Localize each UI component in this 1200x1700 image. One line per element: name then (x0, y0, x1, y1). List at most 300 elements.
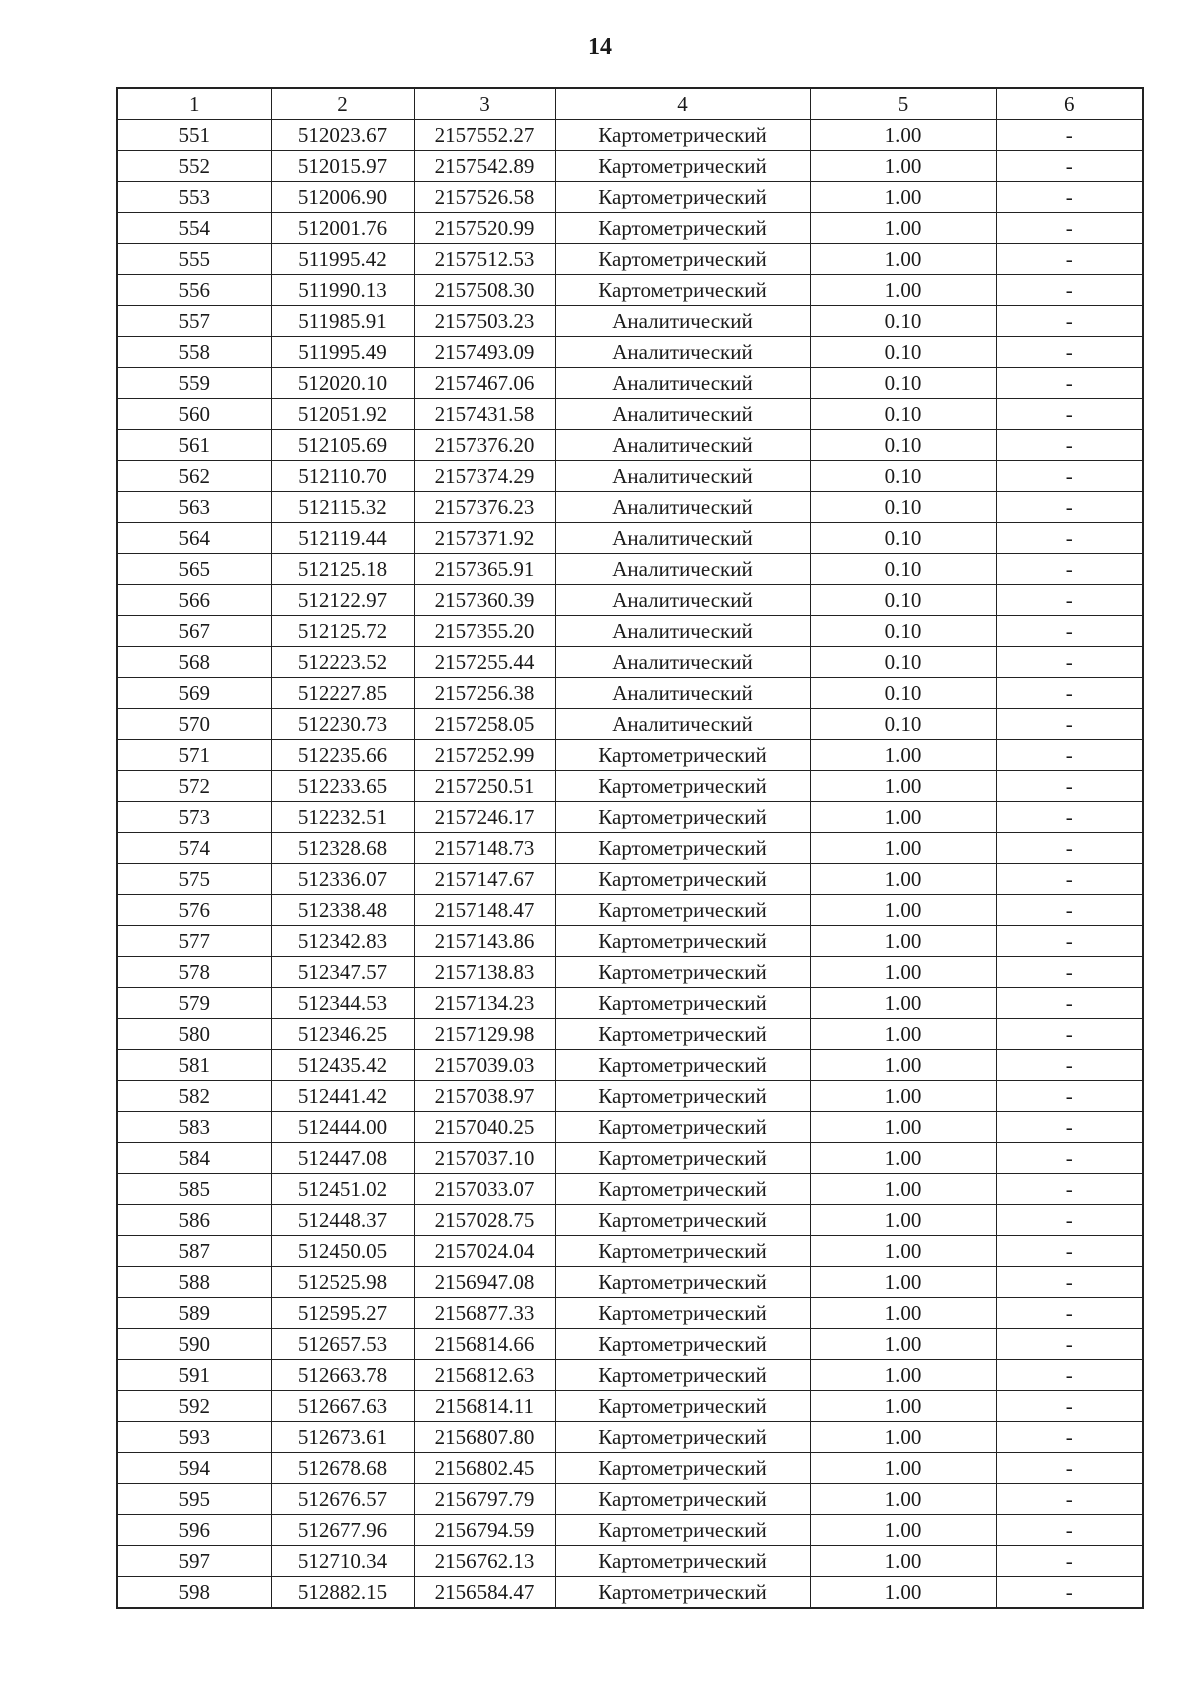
cell-point-number: 553 (117, 182, 271, 213)
cell-x-coordinate: 512125.72 (271, 616, 414, 647)
cell-x-coordinate: 512051.92 (271, 399, 414, 430)
cell-description: - (996, 1174, 1143, 1205)
cell-method: Аналитический (555, 585, 810, 616)
cell-accuracy: 1.00 (810, 1019, 996, 1050)
cell-method: Аналитический (555, 430, 810, 461)
cell-y-coordinate: 2157138.83 (414, 957, 555, 988)
cell-y-coordinate: 2157039.03 (414, 1050, 555, 1081)
cell-method: Аналитический (555, 399, 810, 430)
cell-method: Аналитический (555, 554, 810, 585)
table-row (117, 926, 1143, 957)
cell-description: - (996, 709, 1143, 740)
cell-point-number: 588 (117, 1267, 271, 1298)
cell-point-number: 572 (117, 771, 271, 802)
cell-x-coordinate: 512122.97 (271, 585, 414, 616)
cell-point-number: 557 (117, 306, 271, 337)
cell-point-number: 561 (117, 430, 271, 461)
cell-accuracy: 1.00 (810, 1360, 996, 1391)
cell-point-number: 584 (117, 1143, 271, 1174)
cell-x-coordinate: 512230.73 (271, 709, 414, 740)
column-header-3: 3 (414, 88, 555, 120)
cell-y-coordinate: 2157256.38 (414, 678, 555, 709)
cell-accuracy: 1.00 (810, 1112, 996, 1143)
cell-method: Аналитический (555, 368, 810, 399)
cell-x-coordinate: 511995.42 (271, 244, 414, 275)
cell-x-coordinate: 512023.67 (271, 120, 414, 151)
cell-description: - (996, 647, 1143, 678)
cell-description: - (996, 1453, 1143, 1484)
table-row (117, 554, 1143, 585)
cell-y-coordinate: 2156802.45 (414, 1453, 555, 1484)
cell-point-number: 562 (117, 461, 271, 492)
cell-accuracy: 0.10 (810, 647, 996, 678)
cell-x-coordinate: 512673.61 (271, 1422, 414, 1453)
column-header-1: 1 (117, 88, 271, 120)
cell-description: - (996, 1391, 1143, 1422)
cell-accuracy: 0.10 (810, 306, 996, 337)
table-row (117, 1360, 1143, 1391)
cell-description: - (996, 399, 1143, 430)
cell-accuracy: 1.00 (810, 1298, 996, 1329)
table-row (117, 244, 1143, 275)
table-row (117, 1174, 1143, 1205)
cell-accuracy: 1.00 (810, 213, 996, 244)
cell-description: - (996, 523, 1143, 554)
cell-description: - (996, 1360, 1143, 1391)
column-header-5: 5 (810, 88, 996, 120)
cell-point-number: 574 (117, 833, 271, 864)
cell-x-coordinate: 512710.34 (271, 1546, 414, 1577)
cell-description: - (996, 1329, 1143, 1360)
cell-description: - (996, 1267, 1143, 1298)
cell-point-number: 566 (117, 585, 271, 616)
cell-method: Аналитический (555, 678, 810, 709)
cell-description: - (996, 213, 1143, 244)
cell-accuracy: 0.10 (810, 430, 996, 461)
cell-y-coordinate: 2157431.58 (414, 399, 555, 430)
cell-x-coordinate: 512347.57 (271, 957, 414, 988)
table-body (117, 120, 1143, 1609)
cell-description: - (996, 1205, 1143, 1236)
cell-accuracy: 1.00 (810, 275, 996, 306)
table-row (117, 1515, 1143, 1546)
cell-x-coordinate: 512110.70 (271, 461, 414, 492)
cell-description: - (996, 1484, 1143, 1515)
cell-y-coordinate: 2157520.99 (414, 213, 555, 244)
cell-accuracy: 1.00 (810, 895, 996, 926)
cell-point-number: 571 (117, 740, 271, 771)
table-row (117, 399, 1143, 430)
cell-description: - (996, 430, 1143, 461)
cell-point-number: 558 (117, 337, 271, 368)
cell-method: Картометрический (555, 740, 810, 771)
cell-description: - (996, 1546, 1143, 1577)
cell-accuracy: 1.00 (810, 1422, 996, 1453)
cell-x-coordinate: 512450.05 (271, 1236, 414, 1267)
cell-y-coordinate: 2156814.11 (414, 1391, 555, 1422)
column-header-6: 6 (996, 88, 1143, 120)
cell-y-coordinate: 2157493.09 (414, 337, 555, 368)
cell-x-coordinate: 512125.18 (271, 554, 414, 585)
cell-method: Картометрический (555, 244, 810, 275)
cell-x-coordinate: 512115.32 (271, 492, 414, 523)
cell-x-coordinate: 512105.69 (271, 430, 414, 461)
cell-accuracy: 1.00 (810, 1236, 996, 1267)
cell-method: Картометрический (555, 1112, 810, 1143)
cell-x-coordinate: 512336.07 (271, 864, 414, 895)
cell-y-coordinate: 2156584.47 (414, 1577, 555, 1609)
cell-point-number: 587 (117, 1236, 271, 1267)
cell-method: Картометрический (555, 957, 810, 988)
cell-x-coordinate: 512677.96 (271, 1515, 414, 1546)
cell-description: - (996, 864, 1143, 895)
cell-x-coordinate: 512328.68 (271, 833, 414, 864)
cell-method: Картометрический (555, 833, 810, 864)
cell-description: - (996, 771, 1143, 802)
cell-point-number: 551 (117, 120, 271, 151)
table-row (117, 1081, 1143, 1112)
page-number: 14 (588, 34, 612, 60)
cell-point-number: 560 (117, 399, 271, 430)
cell-description: - (996, 244, 1143, 275)
cell-method: Картометрический (555, 1267, 810, 1298)
cell-accuracy: 0.10 (810, 461, 996, 492)
cell-x-coordinate: 512227.85 (271, 678, 414, 709)
cell-description: - (996, 461, 1143, 492)
cell-point-number: 555 (117, 244, 271, 275)
cell-y-coordinate: 2156947.08 (414, 1267, 555, 1298)
cell-y-coordinate: 2157252.99 (414, 740, 555, 771)
cell-accuracy: 1.00 (810, 1577, 996, 1609)
cell-y-coordinate: 2156797.79 (414, 1484, 555, 1515)
table-row (117, 1143, 1143, 1174)
cell-accuracy: 1.00 (810, 1453, 996, 1484)
cell-accuracy: 1.00 (810, 864, 996, 895)
cell-description: - (996, 1422, 1143, 1453)
cell-y-coordinate: 2157371.92 (414, 523, 555, 554)
cell-method: Картометрический (555, 182, 810, 213)
cell-description: - (996, 895, 1143, 926)
cell-accuracy: 1.00 (810, 151, 996, 182)
cell-x-coordinate: 512342.83 (271, 926, 414, 957)
cell-point-number: 582 (117, 1081, 271, 1112)
cell-y-coordinate: 2157143.86 (414, 926, 555, 957)
cell-point-number: 578 (117, 957, 271, 988)
table-row (117, 771, 1143, 802)
table-row (117, 647, 1143, 678)
cell-y-coordinate: 2156814.66 (414, 1329, 555, 1360)
cell-x-coordinate: 512344.53 (271, 988, 414, 1019)
cell-accuracy: 1.00 (810, 802, 996, 833)
cell-y-coordinate: 2157038.97 (414, 1081, 555, 1112)
cell-point-number: 596 (117, 1515, 271, 1546)
cell-x-coordinate: 512235.66 (271, 740, 414, 771)
cell-description: - (996, 926, 1143, 957)
cell-accuracy: 0.10 (810, 554, 996, 585)
cell-y-coordinate: 2157028.75 (414, 1205, 555, 1236)
table-row (117, 1050, 1143, 1081)
cell-point-number: 595 (117, 1484, 271, 1515)
cell-description: - (996, 182, 1143, 213)
cell-method: Картометрический (555, 1515, 810, 1546)
cell-accuracy: 1.00 (810, 1050, 996, 1081)
cell-y-coordinate: 2157355.20 (414, 616, 555, 647)
cell-point-number: 567 (117, 616, 271, 647)
cell-description: - (996, 1050, 1143, 1081)
cell-point-number: 565 (117, 554, 271, 585)
cell-x-coordinate: 512338.48 (271, 895, 414, 926)
cell-accuracy: 1.00 (810, 1484, 996, 1515)
cell-accuracy: 1.00 (810, 1081, 996, 1112)
table-row (117, 1453, 1143, 1484)
table-row (117, 864, 1143, 895)
cell-x-coordinate: 512435.42 (271, 1050, 414, 1081)
cell-accuracy: 1.00 (810, 1205, 996, 1236)
cell-method: Картометрический (555, 1391, 810, 1422)
cell-x-coordinate: 512657.53 (271, 1329, 414, 1360)
cell-description: - (996, 616, 1143, 647)
cell-accuracy: 0.10 (810, 616, 996, 647)
column-header-4: 4 (555, 88, 810, 120)
table-row (117, 275, 1143, 306)
cell-accuracy: 0.10 (810, 585, 996, 616)
cell-description: - (996, 957, 1143, 988)
cell-method: Картометрический (555, 1546, 810, 1577)
cell-point-number: 570 (117, 709, 271, 740)
cell-method: Картометрический (555, 213, 810, 244)
cell-x-coordinate: 512001.76 (271, 213, 414, 244)
cell-point-number: 598 (117, 1577, 271, 1609)
cell-description: - (996, 833, 1143, 864)
table-row (117, 492, 1143, 523)
cell-y-coordinate: 2157037.10 (414, 1143, 555, 1174)
cell-y-coordinate: 2156794.59 (414, 1515, 555, 1546)
cell-method: Картометрический (555, 1453, 810, 1484)
cell-y-coordinate: 2157467.06 (414, 368, 555, 399)
table-row (117, 1577, 1143, 1609)
cell-accuracy: 1.00 (810, 1143, 996, 1174)
cell-point-number: 591 (117, 1360, 271, 1391)
cell-description: - (996, 120, 1143, 151)
cell-description: - (996, 988, 1143, 1019)
cell-accuracy: 1.00 (810, 957, 996, 988)
cell-point-number: 573 (117, 802, 271, 833)
cell-point-number: 568 (117, 647, 271, 678)
table-row (117, 1298, 1143, 1329)
cell-method: Аналитический (555, 616, 810, 647)
cell-point-number: 563 (117, 492, 271, 523)
cell-point-number: 575 (117, 864, 271, 895)
cell-accuracy: 1.00 (810, 988, 996, 1019)
cell-method: Аналитический (555, 337, 810, 368)
cell-description: - (996, 492, 1143, 523)
cell-method: Картометрический (555, 802, 810, 833)
cell-x-coordinate: 512444.00 (271, 1112, 414, 1143)
table-row (117, 1112, 1143, 1143)
cell-method: Аналитический (555, 492, 810, 523)
cell-y-coordinate: 2157512.53 (414, 244, 555, 275)
cell-description: - (996, 1515, 1143, 1546)
cell-point-number: 576 (117, 895, 271, 926)
cell-accuracy: 1.00 (810, 1546, 996, 1577)
cell-method: Картометрический (555, 1298, 810, 1329)
cell-point-number: 554 (117, 213, 271, 244)
cell-y-coordinate: 2157134.23 (414, 988, 555, 1019)
table-row (117, 1205, 1143, 1236)
cell-point-number: 577 (117, 926, 271, 957)
table-row (117, 678, 1143, 709)
cell-description: - (996, 802, 1143, 833)
cell-method: Картометрический (555, 864, 810, 895)
table-row (117, 1484, 1143, 1515)
table-row (117, 1391, 1143, 1422)
cell-description: - (996, 1298, 1143, 1329)
cell-point-number: 556 (117, 275, 271, 306)
table-row (117, 430, 1143, 461)
cell-method: Картометрический (555, 151, 810, 182)
cell-y-coordinate: 2156877.33 (414, 1298, 555, 1329)
cell-x-coordinate: 512346.25 (271, 1019, 414, 1050)
cell-x-coordinate: 512015.97 (271, 151, 414, 182)
table-row (117, 1267, 1143, 1298)
cell-y-coordinate: 2157542.89 (414, 151, 555, 182)
cell-accuracy: 1.00 (810, 926, 996, 957)
cell-method: Картометрический (555, 120, 810, 151)
cell-x-coordinate: 512441.42 (271, 1081, 414, 1112)
cell-description: - (996, 1577, 1143, 1609)
cell-point-number: 590 (117, 1329, 271, 1360)
cell-accuracy: 0.10 (810, 709, 996, 740)
cell-accuracy: 1.00 (810, 1391, 996, 1422)
cell-point-number: 559 (117, 368, 271, 399)
cell-x-coordinate: 512447.08 (271, 1143, 414, 1174)
coordinates-table (116, 87, 1144, 1609)
cell-y-coordinate: 2157376.23 (414, 492, 555, 523)
cell-x-coordinate: 512676.57 (271, 1484, 414, 1515)
table-row (117, 461, 1143, 492)
cell-x-coordinate: 512663.78 (271, 1360, 414, 1391)
cell-point-number: 564 (117, 523, 271, 554)
table-row (117, 213, 1143, 244)
cell-y-coordinate: 2157246.17 (414, 802, 555, 833)
cell-method: Аналитический (555, 523, 810, 554)
cell-method: Картометрический (555, 988, 810, 1019)
cell-method: Картометрический (555, 1577, 810, 1609)
cell-accuracy: 1.00 (810, 244, 996, 275)
cell-point-number: 597 (117, 1546, 271, 1577)
cell-x-coordinate: 512223.52 (271, 647, 414, 678)
table-row (117, 802, 1143, 833)
table-row (117, 895, 1143, 926)
cell-method: Аналитический (555, 461, 810, 492)
cell-y-coordinate: 2157148.47 (414, 895, 555, 926)
cell-accuracy: 1.00 (810, 1329, 996, 1360)
table-row (117, 1019, 1143, 1050)
table-row (117, 120, 1143, 151)
cell-accuracy: 0.10 (810, 492, 996, 523)
table-row (117, 709, 1143, 740)
table-row (117, 1546, 1143, 1577)
cell-method: Картометрический (555, 1484, 810, 1515)
cell-method: Картометрический (555, 926, 810, 957)
cell-x-coordinate: 511995.49 (271, 337, 414, 368)
cell-accuracy: 0.10 (810, 523, 996, 554)
cell-accuracy: 0.10 (810, 399, 996, 430)
table-row (117, 523, 1143, 554)
cell-y-coordinate: 2157374.29 (414, 461, 555, 492)
cell-description: - (996, 1112, 1143, 1143)
cell-point-number: 593 (117, 1422, 271, 1453)
cell-x-coordinate: 512006.90 (271, 182, 414, 213)
cell-accuracy: 1.00 (810, 1515, 996, 1546)
cell-method: Картометрический (555, 1422, 810, 1453)
table-row (117, 1236, 1143, 1267)
cell-y-coordinate: 2157148.73 (414, 833, 555, 864)
table-row (117, 306, 1143, 337)
cell-y-coordinate: 2157508.30 (414, 275, 555, 306)
cell-description: - (996, 1236, 1143, 1267)
cell-description: - (996, 678, 1143, 709)
cell-accuracy: 1.00 (810, 1267, 996, 1298)
cell-method: Картометрический (555, 1143, 810, 1174)
cell-point-number: 592 (117, 1391, 271, 1422)
table-row (117, 957, 1143, 988)
cell-point-number: 586 (117, 1205, 271, 1236)
cell-x-coordinate: 512678.68 (271, 1453, 414, 1484)
cell-accuracy: 0.10 (810, 678, 996, 709)
cell-description: - (996, 585, 1143, 616)
cell-method: Аналитический (555, 647, 810, 678)
table-row (117, 151, 1143, 182)
cell-y-coordinate: 2157258.05 (414, 709, 555, 740)
cell-y-coordinate: 2157376.20 (414, 430, 555, 461)
cell-accuracy: 1.00 (810, 740, 996, 771)
cell-y-coordinate: 2156762.13 (414, 1546, 555, 1577)
cell-description: - (996, 554, 1143, 585)
cell-accuracy: 1.00 (810, 771, 996, 802)
cell-method: Картометрический (555, 895, 810, 926)
cell-description: - (996, 1019, 1143, 1050)
cell-y-coordinate: 2157040.25 (414, 1112, 555, 1143)
cell-x-coordinate: 512882.15 (271, 1577, 414, 1609)
table-row (117, 337, 1143, 368)
cell-method: Аналитический (555, 709, 810, 740)
cell-description: - (996, 275, 1143, 306)
cell-y-coordinate: 2157033.07 (414, 1174, 555, 1205)
cell-point-number: 585 (117, 1174, 271, 1205)
cell-description: - (996, 337, 1143, 368)
cell-description: - (996, 151, 1143, 182)
cell-y-coordinate: 2157024.04 (414, 1236, 555, 1267)
cell-x-coordinate: 512448.37 (271, 1205, 414, 1236)
table-row (117, 740, 1143, 771)
table-header-row (117, 88, 1143, 120)
cell-point-number: 552 (117, 151, 271, 182)
cell-x-coordinate: 512020.10 (271, 368, 414, 399)
cell-y-coordinate: 2157360.39 (414, 585, 555, 616)
cell-description: - (996, 368, 1143, 399)
cell-point-number: 569 (117, 678, 271, 709)
cell-y-coordinate: 2157129.98 (414, 1019, 555, 1050)
cell-x-coordinate: 511990.13 (271, 275, 414, 306)
cell-point-number: 589 (117, 1298, 271, 1329)
cell-description: - (996, 1081, 1143, 1112)
cell-accuracy: 1.00 (810, 120, 996, 151)
cell-y-coordinate: 2157503.23 (414, 306, 555, 337)
cell-method: Картометрический (555, 1174, 810, 1205)
cell-x-coordinate: 512595.27 (271, 1298, 414, 1329)
cell-point-number: 580 (117, 1019, 271, 1050)
